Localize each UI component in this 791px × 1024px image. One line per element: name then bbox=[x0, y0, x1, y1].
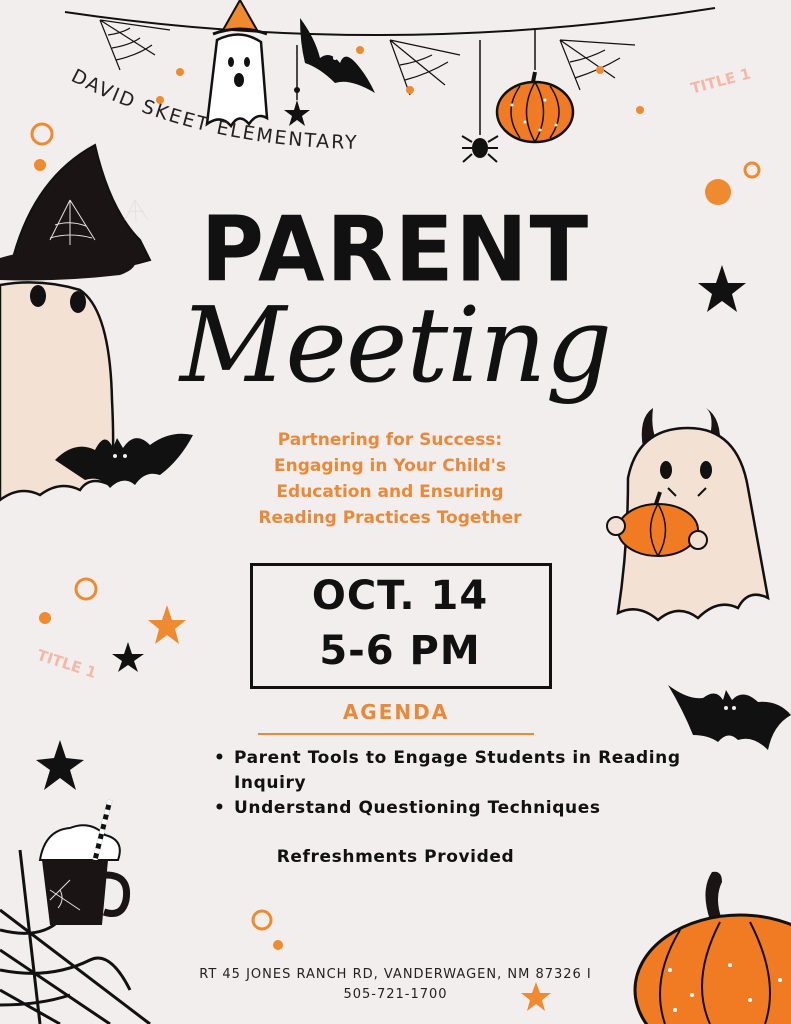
subtitle-line: Education and Ensuring bbox=[276, 482, 504, 502]
meeting-time: 5-6 PM bbox=[319, 628, 481, 674]
meeting-date: OCT. 14 bbox=[311, 573, 489, 619]
agenda-item: • Parent Tools to Engage Students in Reading Inquiry bbox=[214, 746, 684, 796]
address-line: RT 45 JONES RANCH RD, VANDERWAGEN, NM 87326 I bbox=[199, 967, 592, 982]
agenda-heading: AGENDA bbox=[342, 700, 450, 724]
bat-right-decoration bbox=[668, 680, 791, 760]
address-block bbox=[0, 965, 791, 1005]
title-one-tag-top: TITLE 1 bbox=[688, 64, 753, 98]
subtitle-line: Engaging in Your Child's bbox=[274, 456, 506, 476]
subtitle-line: Reading Practices Together bbox=[258, 508, 522, 528]
agenda-item: • Understand Questioning Techniques bbox=[214, 796, 684, 821]
title-parent: PARENT bbox=[200, 197, 591, 303]
subtitle bbox=[190, 427, 590, 531]
title-meeting: Meeting bbox=[179, 284, 612, 406]
svg-text:DAVID SKEET ELEMENTARY bbox=[68, 65, 359, 154]
phone-number: 505-721-1700 bbox=[343, 987, 448, 1002]
title-one-tag-left: TITLE 1 bbox=[34, 645, 99, 683]
bat-left-decoration bbox=[55, 420, 195, 500]
school-name: DAVID SKEET ELEMENTARY bbox=[67, 64, 359, 154]
agenda-divider bbox=[258, 733, 534, 735]
refreshments-note: Refreshments Provided bbox=[276, 847, 515, 867]
subtitle-line: Partnering for Success: bbox=[277, 430, 503, 450]
school-name-arc bbox=[40, 50, 500, 190]
agenda-list bbox=[214, 746, 684, 821]
ghost-horns-pumpkin-decoration bbox=[598, 408, 778, 628]
